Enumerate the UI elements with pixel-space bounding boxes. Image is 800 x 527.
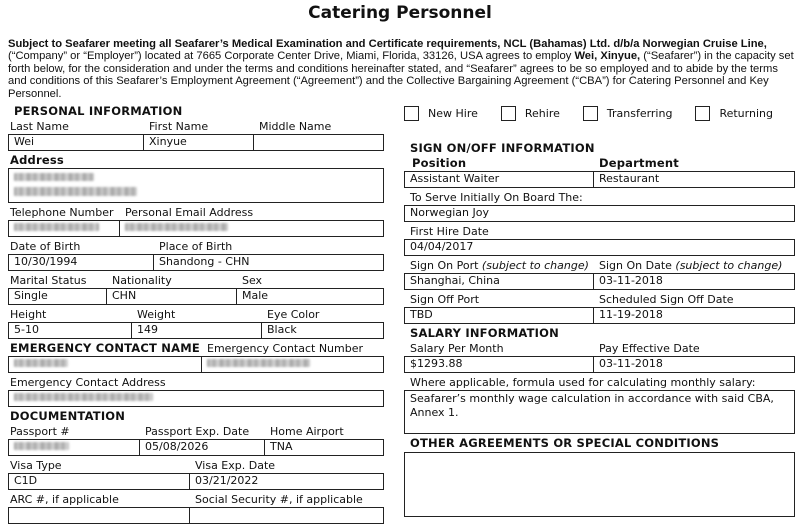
position-field[interactable]: Assistant Waiter [410, 172, 500, 186]
phone-email-fields-row [8, 220, 384, 237]
department-field[interactable]: Restaurant [593, 172, 794, 187]
right-column [404, 105, 795, 527]
birth-fields-row [8, 254, 384, 271]
ssn-label: Social Security #, if applicable [195, 493, 363, 507]
formula-label-row [404, 376, 795, 389]
pay-effective-date-label: Pay Effective Date [599, 342, 700, 356]
marital-fields-row [8, 288, 384, 305]
nationality-label: Nationality [112, 274, 172, 288]
telephone-label: Telephone Number [10, 206, 114, 220]
middle-name-field[interactable] [253, 135, 383, 150]
salary-formula-field[interactable]: Seafarer’s monthly wage calculation in accordance with said CBA, Annex 1. [404, 390, 795, 434]
passport-exp-field[interactable]: 05/08/2026 [139, 440, 264, 455]
passport-number-label: Passport # [10, 425, 70, 439]
first-name-label: First Name [149, 120, 209, 134]
sign-on-off-heading: SIGN ON/OFF INFORMATION [410, 141, 595, 156]
intro-paragraph [8, 38, 794, 100]
emergency-address-redacted [14, 393, 153, 401]
arc-number-label: ARC #, if applicable [10, 493, 119, 507]
emergency-contact-name-heading: EMERGENCY CONTACT NAME [10, 341, 200, 356]
salary-information-heading: SALARY INFORMATION [410, 326, 559, 341]
address-field[interactable] [8, 168, 384, 203]
new-hire-checkbox[interactable] [404, 106, 419, 121]
transferring-group [583, 106, 673, 121]
salary-fields-row [404, 356, 795, 373]
nationality-field[interactable]: CHN [106, 289, 236, 304]
phone-email-labels-row [8, 206, 384, 219]
address-redacted-line-2 [14, 187, 137, 196]
form-columns [0, 105, 800, 527]
marital-status-label: Marital Status [10, 274, 87, 288]
middle-name-label: Middle Name [259, 120, 332, 134]
intro-body-1: (“Company” or “Employer”) located at 7665 Corporate Center Drive, Miami, Florida, 33126, USA agrees to employ [8, 50, 575, 63]
sign-off-fields-row [404, 307, 795, 324]
sex-field[interactable]: Male [236, 289, 383, 304]
intro-lead-bold: Subject to Seafarer meeting all Seafarer’s Medical Examination and Certificate requirements, NCL (Bahamas) Ltd. d/b/a Norwegian Cruise Line, [8, 38, 767, 50]
sign-on-fields-row [404, 273, 795, 290]
visa-labels-row [8, 459, 384, 472]
pay-effective-date-field[interactable]: 03-11-2018 [593, 357, 794, 372]
passport-number-field[interactable] [9, 440, 139, 455]
eye-color-label: Eye Color [267, 308, 320, 322]
last-name-field[interactable]: Wei [14, 135, 35, 149]
new-hire-label: New Hire [428, 107, 478, 121]
intro-body-2: (“Seafarer”) in the capacity set forth below, for the consideration and under the terms and conditions hereinafter stated, and “Seafarer” agrees to be so employed and to abide by the terms and conditions of this Seafarer’s Employment Agreement (“Agreement”) and the Collective Bargaining Agreement (“CBA”) for Catering Personnel and Key Personnel. [8, 50, 794, 100]
vessel-label: To Serve Initially On Board The: [410, 191, 583, 205]
telephone-redacted [14, 223, 99, 231]
personal-information-heading: PERSONAL INFORMATION [14, 104, 183, 119]
other-agreements-heading: OTHER AGREEMENTS OR SPECIAL CONDITIONS [410, 436, 720, 451]
visa-type-label: Visa Type [10, 459, 62, 473]
telephone-field[interactable] [9, 221, 119, 236]
passport-labels-row [8, 425, 384, 438]
department-label: Department [599, 156, 679, 171]
first-hire-date-field-row [404, 239, 795, 256]
first-hire-date-field[interactable]: 04/04/2017 [410, 240, 474, 254]
home-airport-label: Home Airport [270, 425, 344, 439]
emergency-contact-name-field[interactable] [9, 357, 201, 372]
date-of-birth-label: Date of Birth [10, 240, 81, 254]
transferring-label: Transferring [606, 107, 673, 121]
hire-type-row [404, 106, 795, 121]
visa-exp-field[interactable]: 03/21/2022 [189, 474, 383, 489]
emergency-contact-fields-row [8, 356, 384, 373]
birth-labels-row [8, 240, 384, 253]
new-hire-group [404, 106, 478, 121]
salary-per-month-field[interactable]: $1293.88 [410, 357, 463, 371]
vessel-field[interactable]: Norwegian Joy [410, 206, 489, 220]
emergency-contact-address-field[interactable] [9, 391, 383, 406]
sign-off-port-field[interactable]: TBD [410, 308, 433, 322]
salary-formula-label: Where applicable, formula used for calculating monthly salary: [410, 376, 756, 390]
email-label: Personal Email Address [125, 206, 254, 220]
arc-ssn-fields-row [8, 507, 384, 524]
position-label: Position [412, 156, 467, 171]
height-fields-row [8, 322, 384, 339]
sign-on-port-label: Sign On Port (subject to change) [410, 259, 589, 273]
sign-on-date-note: (subject to change) [675, 259, 783, 273]
name-fields-row [8, 134, 384, 151]
position-fields-row [404, 171, 795, 188]
emergency-address-field-row [8, 390, 384, 407]
sign-off-port-label: Sign Off Port [410, 293, 480, 307]
arc-ssn-labels-row [8, 493, 384, 506]
salary-labels-row [404, 342, 795, 355]
height-label: Height [10, 308, 47, 322]
emergency-contact-number-field[interactable] [201, 357, 383, 372]
sign-off-date-field[interactable]: 11-19-2018 [593, 308, 794, 323]
returning-label: Returning [719, 107, 773, 121]
visa-fields-row [8, 473, 384, 490]
height-labels-row [8, 308, 384, 321]
eye-color-field[interactable]: Black [261, 323, 383, 338]
emergency-name-redacted [14, 359, 68, 367]
sign-on-labels-row [404, 259, 795, 272]
sign-on-date-field[interactable]: 03-11-2018 [593, 274, 794, 289]
ssn-field[interactable] [189, 508, 383, 523]
other-agreements-value [405, 453, 794, 516]
address-label: Address [10, 153, 64, 168]
rehire-checkbox[interactable] [501, 106, 516, 121]
arc-number-field[interactable] [9, 508, 189, 523]
marital-labels-row [8, 274, 384, 287]
marital-status-field[interactable]: Single [14, 289, 48, 303]
sign-on-date-label: Sign On Date (subject to change) [599, 259, 783, 273]
passport-exp-label: Passport Exp. Date [145, 425, 250, 439]
sign-off-labels-row [404, 293, 795, 306]
seafarer-name-bold: Wei, Xinyue, [574, 50, 641, 63]
emergency-contact-address-label: Emergency Contact Address [10, 376, 166, 390]
sign-on-port-field[interactable]: Shanghai, China [410, 274, 500, 288]
vessel-label-row [404, 191, 795, 204]
rehire-group [501, 106, 560, 121]
returning-group [695, 106, 773, 121]
emergency-number-redacted [207, 359, 310, 367]
address-redacted-line-1 [14, 173, 94, 181]
other-agreements-field[interactable] [404, 452, 795, 517]
documentation-heading: DOCUMENTATION [10, 409, 126, 424]
home-airport-field[interactable]: TNA [264, 440, 383, 455]
date-of-birth-field[interactable]: 10/30/1994 [14, 255, 78, 269]
height-field[interactable]: 5-10 [14, 323, 39, 337]
vessel-field-row [404, 205, 795, 222]
place-of-birth-label: Place of Birth [159, 240, 233, 254]
sign-off-date-label: Scheduled Sign Off Date [599, 293, 734, 307]
first-hire-date-label: First Hire Date [410, 225, 489, 239]
visa-exp-label: Visa Exp. Date [195, 459, 276, 473]
first-name-field[interactable]: Xinyue [143, 135, 253, 150]
passport-number-redacted [14, 442, 69, 450]
visa-type-field[interactable]: C1D [14, 474, 38, 488]
weight-label: Weight [137, 308, 176, 322]
place-of-birth-field[interactable]: Shandong - CHN [153, 255, 383, 270]
salary-per-month-label: Salary Per Month [410, 342, 504, 356]
rehire-label: Rehire [524, 107, 560, 121]
weight-field[interactable]: 149 [131, 323, 261, 338]
emergency-contact-number-label: Emergency Contact Number [207, 342, 364, 356]
email-redacted [125, 223, 228, 231]
address-label-row [8, 154, 384, 167]
first-hire-date-label-row [404, 225, 795, 238]
page-title: Catering Personnel [308, 3, 492, 23]
passport-fields-row [8, 439, 384, 456]
last-name-label: Last Name [10, 120, 69, 134]
sign-on-port-note: (subject to change) [481, 259, 589, 273]
returning-checkbox[interactable] [695, 106, 710, 121]
position-labels-row [404, 157, 795, 170]
left-column [8, 105, 384, 527]
emergency-address-label-row [8, 376, 384, 389]
transferring-checkbox[interactable] [583, 106, 598, 121]
emergency-contact-labels-row [8, 342, 384, 355]
sex-label: Sex [242, 274, 263, 288]
email-field[interactable] [119, 221, 383, 236]
name-labels-row [8, 120, 384, 133]
